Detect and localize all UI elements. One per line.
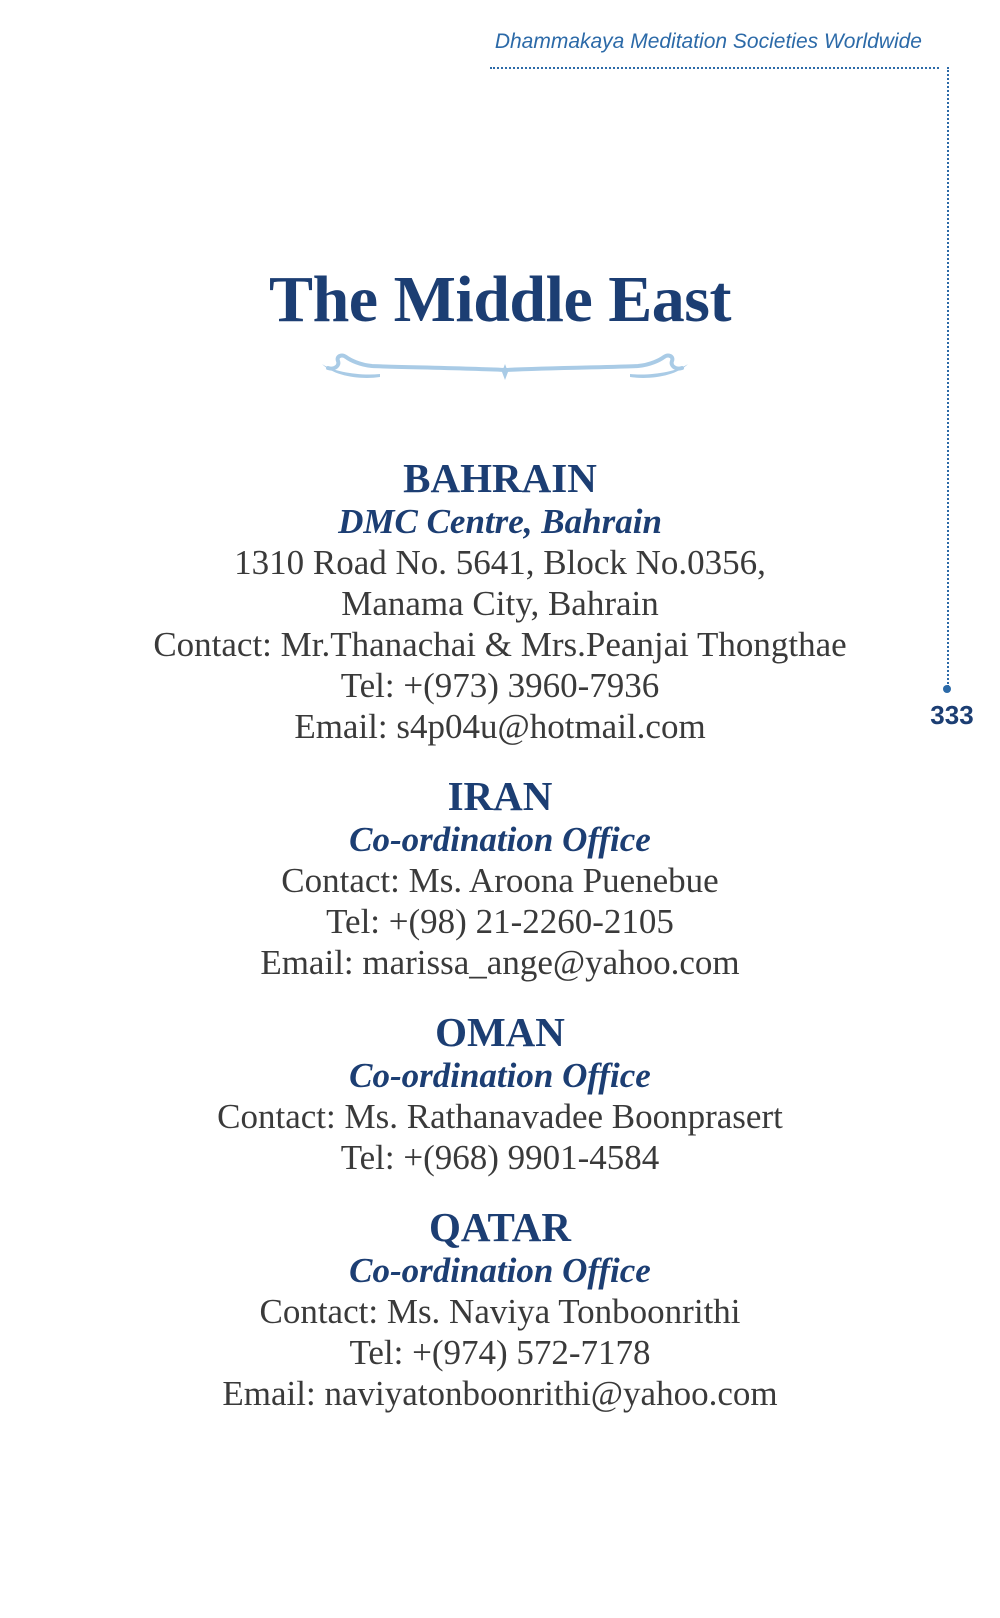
entry-qatar xyxy=(0,1204,1000,1414)
country-heading: IRAN xyxy=(447,773,553,819)
tel-line: Tel: +(968) 9901-4584 xyxy=(340,1138,660,1177)
entry-bahrain xyxy=(0,455,1000,747)
tel-line: Tel: +(98) 21-2260-2105 xyxy=(326,902,674,941)
email-line: Email: marissa_ange@yahoo.com xyxy=(260,943,740,982)
ornament-divider xyxy=(320,352,690,402)
country-heading: OMAN xyxy=(435,1009,565,1055)
entry-oman xyxy=(0,1009,1000,1178)
dotted-rule-horizontal xyxy=(490,67,939,69)
entry-iran xyxy=(0,773,1000,983)
contact-line: Contact: Ms. Naviya Tonboonrithi xyxy=(259,1292,741,1331)
running-head: Dhammakaya Meditation Societies Worldwide xyxy=(494,30,922,53)
country-entries xyxy=(0,455,1000,1440)
page-number: 333 xyxy=(930,700,974,730)
email-line: Email: s4p04u@hotmail.com xyxy=(294,707,706,746)
tel-line: Tel: +(974) 572-7178 xyxy=(349,1333,651,1372)
tel-line: Tel: +(973) 3960-7936 xyxy=(340,666,660,705)
contact-line: Contact: Ms. Rathanavadee Boonprasert xyxy=(217,1097,783,1136)
office-name: Co-ordination Office xyxy=(349,1251,651,1290)
office-name: Co-ordination Office xyxy=(349,1056,651,1095)
country-heading: BAHRAIN xyxy=(403,455,597,501)
address-line: Manama City, Bahrain xyxy=(341,584,659,623)
office-name: Co-ordination Office xyxy=(349,820,651,859)
contact-line: Contact: Ms. Aroona Puenebue xyxy=(281,861,719,900)
page-title: The Middle East xyxy=(269,263,731,336)
address-line: 1310 Road No. 5641, Block No.0356, xyxy=(234,543,766,582)
email-line: Email: naviyatonboonrithi@yahoo.com xyxy=(222,1374,778,1413)
contact-line: Contact: Mr.Thanachai & Mrs.Peanjai Thongthae xyxy=(153,625,847,664)
country-heading: QATAR xyxy=(429,1204,571,1250)
office-name: DMC Centre, Bahrain xyxy=(338,502,662,541)
